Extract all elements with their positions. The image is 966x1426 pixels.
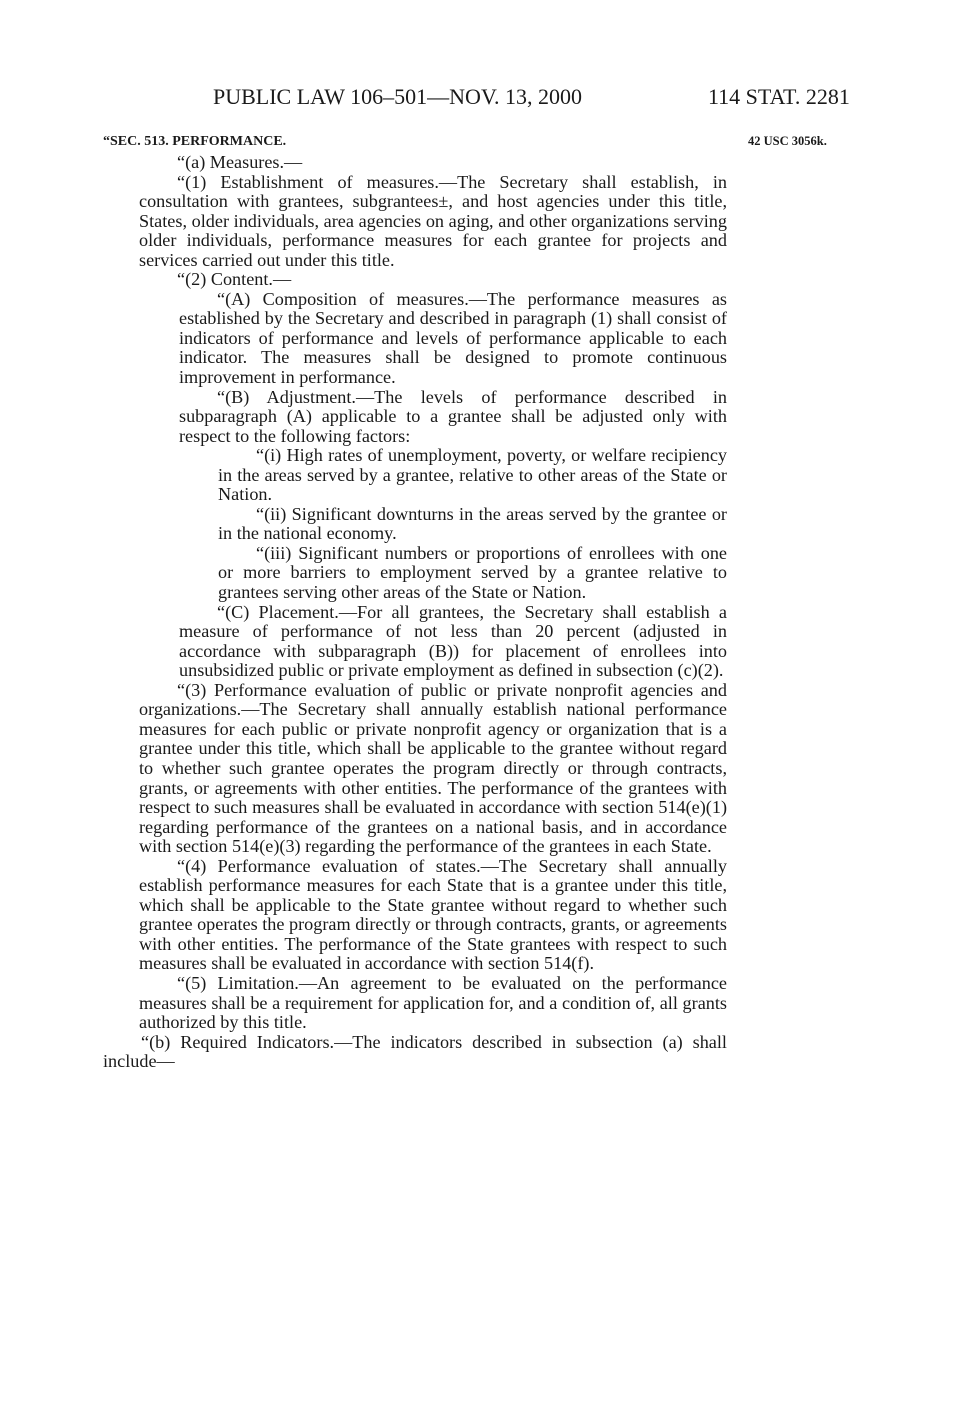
paragraph-1-establishment: “(1) Establishment of measures.—The Secretary shall establish, in consultation with grantees, subgrantees±, and host agencies under this title, States, older individuals, area agencies on aging, and other organizations serving older individuals, performance measures for each grantee for projects and services carried out under this title. [139, 171, 727, 270]
clause-2B-ii: “(ii) Significant downturns in the areas served by the grantee or in the national economy. [218, 503, 727, 544]
clause-2B-iii: “(iii) Significant numbers or proportions of enrollees with one or more barriers to employment served by a grantee relative to grantees serving other areas of the State or Nation. [218, 542, 727, 603]
section-title: “SEC. 513. PERFORMANCE. [103, 134, 287, 149]
subsection-a-heading: “(a) Measures.— [177, 152, 303, 172]
subparagraph-2C-placement: “(C) Placement.—For all grantees, the Secretary shall establish a measure of performance of not less than 20 percent (adjusted in accordance with subparagraph (B)) for placement of enrollees into unsubsidized public or private employment as defined in subsection (c)(2). [179, 601, 727, 681]
public-law-citation: PUBLIC LAW 106–501—NOV. 13, 2000 [213, 84, 582, 109]
paragraph-5-limitation: “(5) Limitation.—An agreement to be evaluated on the performance measures shall be a requirement for application for, and a condition of, all grants authorized by this title. [139, 972, 727, 1033]
usc-margin-note: 42 USC 3056k. [748, 134, 827, 148]
statute-page-number: 114 STAT. 2281 [708, 84, 850, 109]
subparagraph-2B-adjustment: “(B) Adjustment.—The levels of performance described in subparagraph (A) applicable to a grantee shall be adjusted only with respect to the following factors: [179, 386, 727, 446]
paragraph-2-heading: “(2) Content.— [177, 269, 292, 290]
document-body [103, 152, 727, 1072]
clause-2B-i: “(i) High rates of unemployment, poverty, or welfare recipiency in the areas served by a grantee, relative to other areas of the State or Nation. [218, 445, 727, 505]
subsection-b-required-indicators: “(b) Required Indicators.—The indicators described in subsection (a) shall include— [103, 1031, 727, 1072]
paragraph-4-evaluation-states: “(4) Performance evaluation of states.—The Secretary shall annually establish performance measures for each State that is a grantee under this title, which shall be applicable to the State grantee without regard to whether such grantee operates the program directly or through contracts, grants, or agreements with other entities. The performance of the State grantees with respect to such measures shall be evaluated in accordance with section 514(f). [139, 855, 727, 974]
paragraph-3-evaluation-nonprofit: “(3) Performance evaluation of public or private nonprofit agencies and organizations.—The Secretary shall annually establish national performance measures for each public or private nonprofit agency or organization that is a grantee under this title, which shall be applicable to the grantee without regard to whether such grantee operates the program directly or through contracts, grants, or agreements with other entities. The performance of the grantees with respect to such measures shall be evaluated in accordance with section 514(e)(1) regarding performance of the grantees on a national basis, and in accordance with section 514(e)(3) regarding the performance of the grantees in each State. [139, 679, 727, 857]
subparagraph-2A-composition: “(A) Composition of measures.—The performance measures as established by the Secretary and described in paragraph (1) shall consist of indicators of performance and levels of performance applicable to each indicator. The measures shall be designed to promote continuous improvement in performance. [179, 288, 727, 388]
